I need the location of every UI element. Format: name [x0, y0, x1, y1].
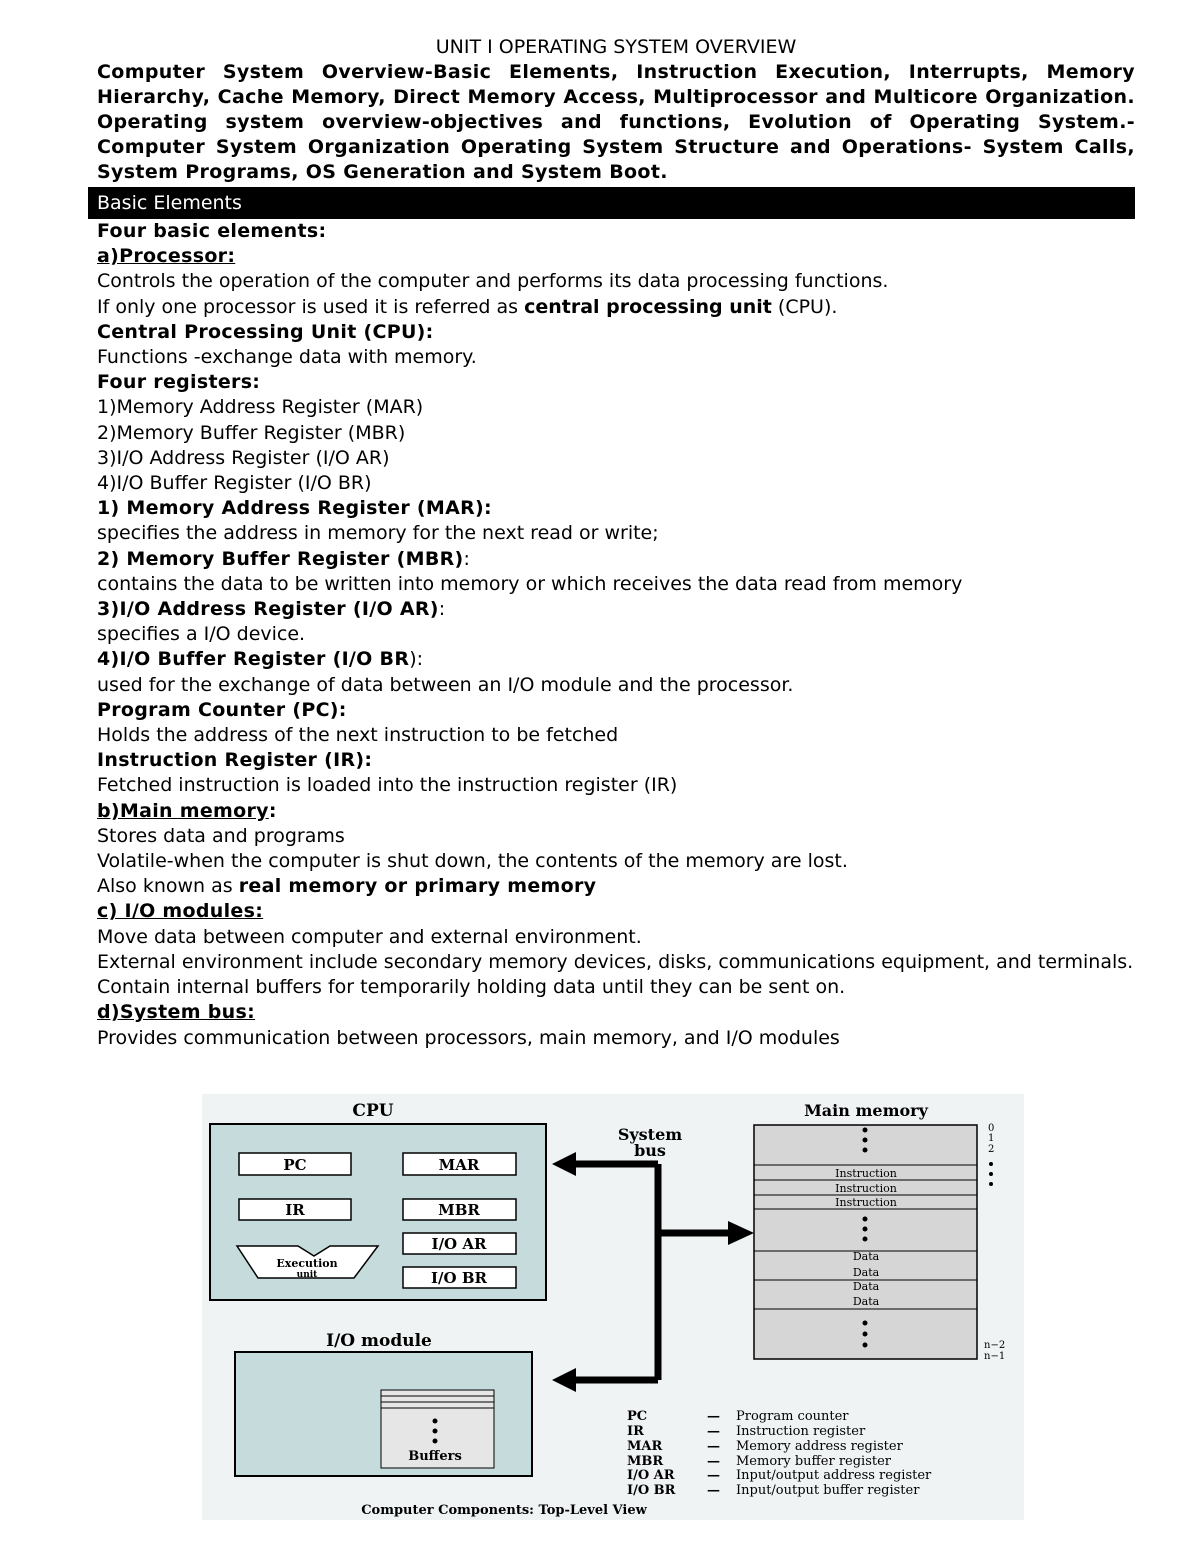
- legend-abbr: MBR: [627, 1454, 664, 1469]
- svg-text:—: —: [707, 1424, 720, 1439]
- diagram-caption: Computer Components: Top-Level View: [361, 1503, 647, 1518]
- ioar-register-label: I/O AR: [431, 1235, 487, 1253]
- processor-cpu-line: If only one processor is used it is referred as central processing unit (CPU).: [97, 295, 838, 318]
- cpu-term: central processing unit: [524, 295, 772, 318]
- svg-text:—: —: [707, 1468, 720, 1483]
- system-bus-lines: [572, 1164, 732, 1380]
- memory-cell: Data: [852, 1280, 880, 1293]
- legend-desc: Memory buffer register: [736, 1454, 892, 1469]
- legend-abbr: MAR: [627, 1439, 663, 1454]
- legend-desc: Program counter: [736, 1409, 849, 1424]
- register-item: 2)Memory Buffer Register (MBR): [97, 421, 406, 444]
- register-item: 3)I/O Address Register (I/O AR): [97, 446, 390, 469]
- legend: [627, 1409, 932, 1498]
- ir-heading: Instruction Register (IR):: [97, 749, 373, 772]
- address-label: n−1: [984, 1351, 1006, 1362]
- legend-desc: Instruction register: [736, 1424, 866, 1439]
- mbr-desc: contains the data to be written into memory or which receives the data read from memory: [97, 572, 963, 595]
- address-label: 0: [988, 1123, 995, 1134]
- legend-abbr: I/O BR: [627, 1483, 676, 1498]
- memory-cell: Instruction: [835, 1182, 897, 1195]
- ioar-desc: specifies a I/O device.: [97, 623, 306, 646]
- pc-desc: Holds the address of the next instruction to be fetched: [97, 724, 619, 747]
- memory-desc: Stores data and programs: [97, 824, 345, 847]
- memory-cell: Instruction: [835, 1196, 897, 1209]
- ir-register-label: IR: [285, 1201, 305, 1219]
- four-basic-heading: Four basic elements:: [97, 220, 327, 242]
- bus-arrow-io: [552, 1368, 576, 1392]
- cpu-desc: Functions -exchange data with memory.: [97, 346, 477, 369]
- legend-desc: Input/output address register: [736, 1468, 932, 1483]
- execution-unit-label: Execution: [276, 1257, 338, 1270]
- legend-abbr: PC: [627, 1409, 648, 1424]
- svg-text:—: —: [707, 1454, 720, 1469]
- address-label: n−2: [984, 1340, 1006, 1351]
- io-external: External environment include secondary memory devices, disks, communications equipment, and terminals.: [97, 950, 1134, 973]
- execution-unit-label2: unit: [296, 1270, 318, 1280]
- svg-text:—: —: [707, 1409, 720, 1424]
- io-buffers: Contain internal buffers for temporarily holding data until they can be sent on.: [97, 976, 846, 999]
- system-bus-label2: bus: [634, 1141, 666, 1160]
- iobr-heading: 4)I/O Buffer Register (I/O BR):: [97, 648, 424, 671]
- legend-desc: Input/output buffer register: [736, 1483, 920, 1498]
- bus-heading: d)System bus:: [97, 1001, 255, 1024]
- address-label: 2: [988, 1144, 995, 1155]
- processor-heading: a)Processor:: [97, 245, 236, 268]
- io-module-label: I/O module: [326, 1331, 432, 1351]
- buffers-label: Buffers: [408, 1449, 462, 1464]
- address-label: 1: [988, 1133, 995, 1144]
- register-item: 4)I/O Buffer Register (I/O BR): [97, 472, 372, 495]
- legend-abbr: I/O AR: [627, 1468, 675, 1483]
- memory-volatile: Volatile-when the computer is shut down, the contents of the memory are lost.: [97, 850, 848, 873]
- document-page: [97, 34, 1135, 1051]
- mbr-heading: 2) Memory Buffer Register (MBR):: [97, 547, 470, 570]
- svg-text:—: —: [707, 1439, 720, 1454]
- syllabus-intro: Computer System Overview-Basic Elements, Instruction Execution, Interrupts, Memory Hierarchy, Cache Memory, Direct Memory Access, Multiprocessor and Multicore Organization. Operating system overview-objectives and functions, Evolution of Operating System.- Computer System Organization Operating System Structure and Operations- System Calls, System Programs, OS Generation and System Boot.: [97, 61, 1135, 183]
- ioar-heading: 3)I/O Address Register (I/O AR):: [97, 598, 446, 621]
- mbr-register-label: MBR: [438, 1201, 480, 1219]
- memory-cell: Data: [852, 1266, 880, 1279]
- bus-desc: Provides communication between processors, main memory, and I/O modules: [97, 1026, 840, 1049]
- mar-desc: specifies the address in memory for the next read or write;: [97, 522, 659, 545]
- ir-desc: Fetched instruction is loaded into the instruction register (IR): [97, 774, 678, 797]
- main-memory-heading: b)Main memory:: [97, 799, 277, 822]
- bus-arrow-memory: [728, 1221, 754, 1245]
- page-title: UNIT I OPERATING SYSTEM OVERVIEW: [435, 36, 797, 58]
- processor-desc: Controls the operation of the computer and performs its data processing functions.: [97, 270, 889, 293]
- pc-heading: Program Counter (PC):: [97, 698, 347, 721]
- registers-heading: Four registers:: [97, 371, 261, 394]
- cpu-heading: Central Processing Unit (CPU):: [97, 320, 434, 343]
- memory-cell: Data: [852, 1295, 880, 1308]
- memory-aka: Also known as real memory or primary memory: [97, 875, 597, 898]
- system-bus-label: System: [617, 1125, 683, 1144]
- svg-text:—: —: [707, 1483, 720, 1498]
- mar-register-label: MAR: [438, 1156, 480, 1174]
- legend-abbr: IR: [627, 1424, 644, 1439]
- main-memory-label: Main memory: [804, 1101, 928, 1120]
- memory-cell: Data: [852, 1250, 880, 1263]
- iobr-register-label: I/O BR: [431, 1269, 487, 1287]
- legend-desc: Memory address register: [736, 1439, 903, 1454]
- register-item: 1)Memory Address Register (MAR): [97, 396, 424, 419]
- io-desc: Move data between computer and external environment.: [97, 925, 642, 948]
- iobr-desc: used for the exchange of data between an I/O module and the processor.: [97, 673, 794, 696]
- bus-arrow-cpu: [552, 1152, 576, 1176]
- cpu-label: CPU: [352, 1101, 394, 1121]
- mar-heading: 1) Memory Address Register (MAR):: [97, 497, 492, 520]
- section-header: Basic Elements: [88, 187, 1135, 219]
- memory-cell: Instruction: [835, 1167, 897, 1180]
- computer-components-diagram: [202, 1094, 1024, 1520]
- io-heading: c) I/O modules:: [97, 900, 264, 923]
- pc-register-label: PC: [283, 1156, 307, 1174]
